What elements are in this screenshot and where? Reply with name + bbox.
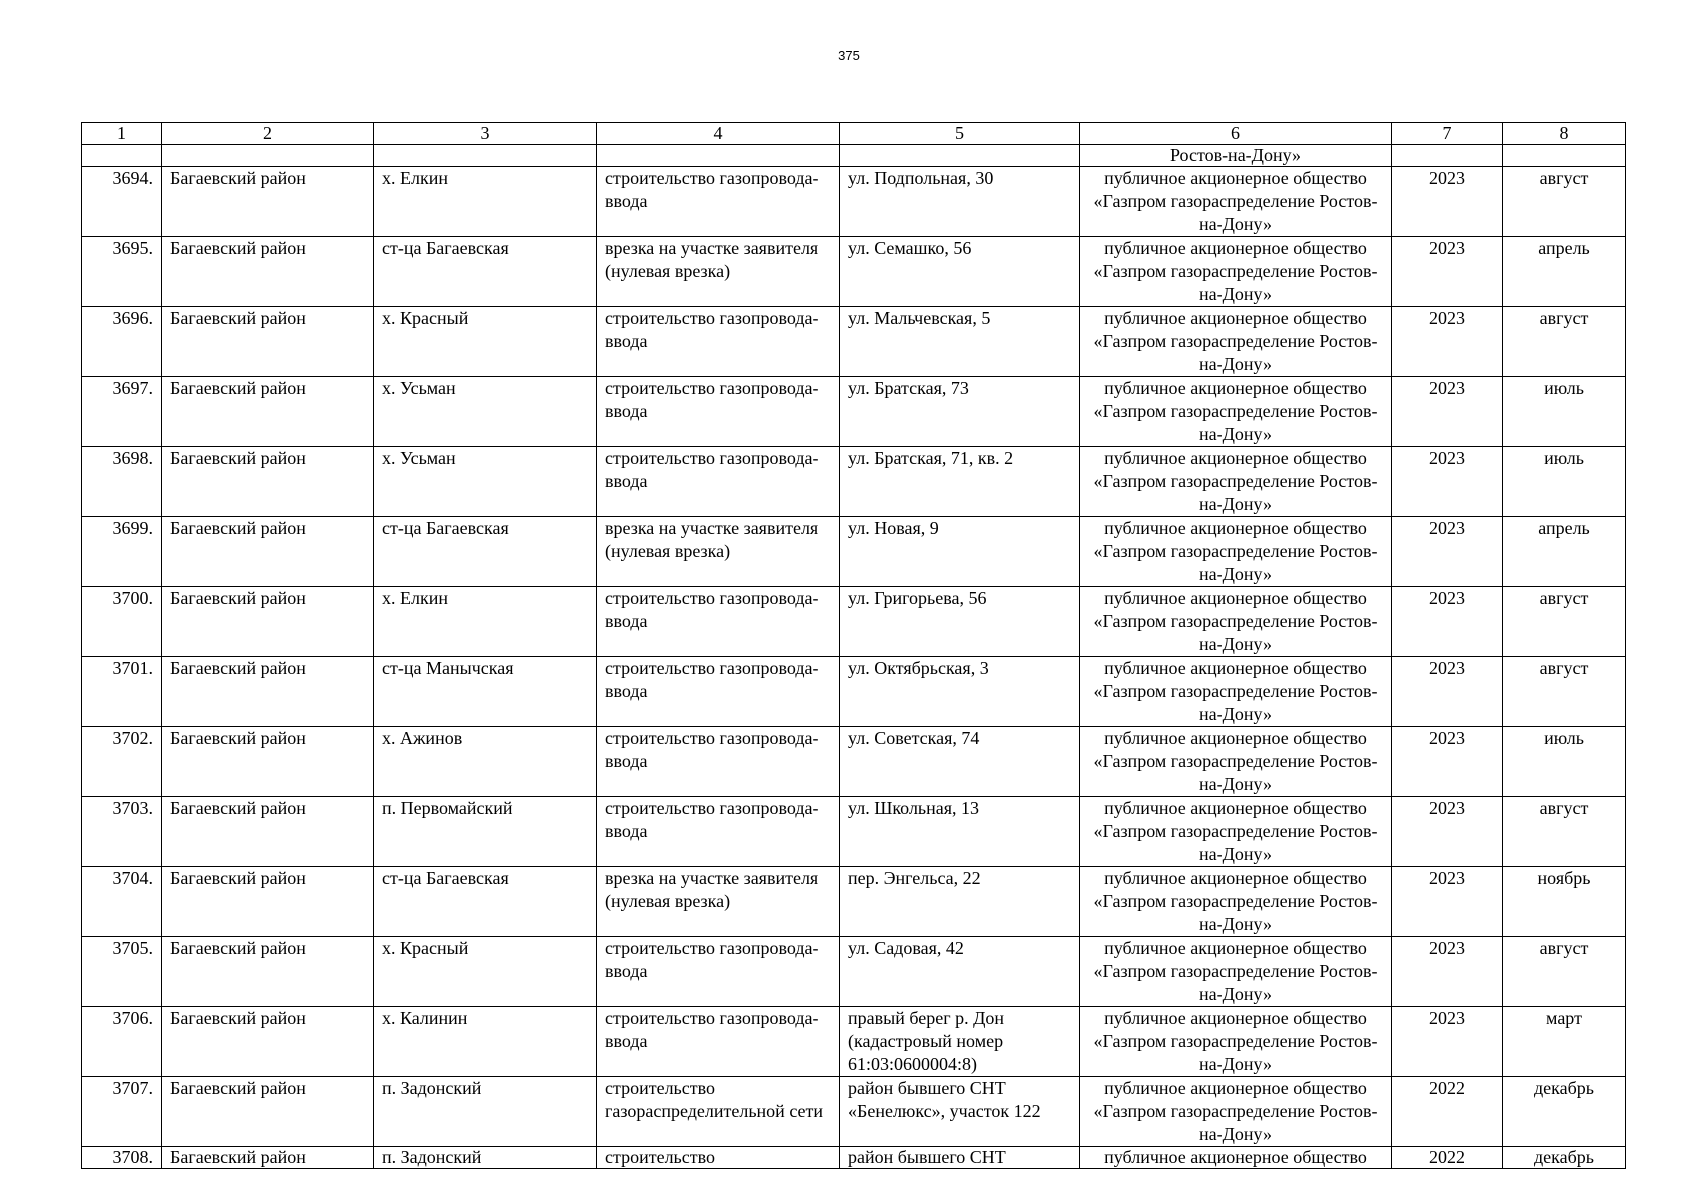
month-cell: [1503, 145, 1626, 167]
settlement-cell: х. Усьман: [374, 447, 597, 517]
year-cell: 2023: [1392, 517, 1503, 587]
month-cell: декабрь: [1503, 1147, 1626, 1169]
settlement-cell: п. Задонский: [374, 1077, 597, 1147]
table-body: [82, 145, 1626, 1169]
address-cell: ул. Григорьева, 56: [840, 587, 1080, 657]
district-cell: [162, 145, 374, 167]
month-cell: август: [1503, 937, 1626, 1007]
organization-cell: публичное акционерное общество «Газпром газораспределение Ростов-на-Дону»: [1080, 727, 1392, 797]
row-number-cell: 3698.: [82, 447, 162, 517]
address-cell: ул. Мальчевская, 5: [840, 307, 1080, 377]
address-cell: ул. Школьная, 13: [840, 797, 1080, 867]
settlement-cell: ст-ца Багаевская: [374, 867, 597, 937]
organization-cell: публичное акционерное общество: [1080, 1147, 1392, 1169]
month-cell: ноябрь: [1503, 867, 1626, 937]
organization-cell: публичное акционерное общество «Газпром газораспределение Ростов-на-Дону»: [1080, 797, 1392, 867]
address-cell: район бывшего СНТ: [840, 1147, 1080, 1169]
table-row: [82, 1077, 1626, 1147]
organization-cell: публичное акционерное общество «Газпром газораспределение Ростов-на-Дону»: [1080, 657, 1392, 727]
district-cell: Багаевский район: [162, 937, 374, 1007]
organization-cell: публичное акционерное общество «Газпром газораспределение Ростов-на-Дону»: [1080, 377, 1392, 447]
work-type-cell: строительство газопровода-ввода: [597, 1007, 840, 1077]
column-header: 8: [1503, 123, 1626, 145]
address-cell: ул. Садовая, 42: [840, 937, 1080, 1007]
district-cell: Багаевский район: [162, 1077, 374, 1147]
year-cell: 2023: [1392, 937, 1503, 1007]
row-number-cell: 3699.: [82, 517, 162, 587]
month-cell: декабрь: [1503, 1077, 1626, 1147]
work-type-cell: строительство газопровода-ввода: [597, 167, 840, 237]
continuation-row: [82, 145, 1626, 167]
column-header: 3: [374, 123, 597, 145]
address-cell: ул. Новая, 9: [840, 517, 1080, 587]
address-cell: ул. Семашко, 56: [840, 237, 1080, 307]
table-row: [82, 167, 1626, 237]
work-type-cell: строительство газопровода-ввода: [597, 587, 840, 657]
year-cell: 2023: [1392, 867, 1503, 937]
row-number-cell: 3701.: [82, 657, 162, 727]
work-type-cell: [597, 145, 840, 167]
district-cell: Багаевский район: [162, 727, 374, 797]
district-cell: Багаевский район: [162, 1147, 374, 1169]
settlement-cell: х. Елкин: [374, 587, 597, 657]
district-cell: Багаевский район: [162, 237, 374, 307]
settlement-cell: х. Ажинов: [374, 727, 597, 797]
address-cell: пер. Энгельса, 22: [840, 867, 1080, 937]
table-header: [82, 123, 1626, 145]
row-number-cell: 3702.: [82, 727, 162, 797]
row-number-cell: 3700.: [82, 587, 162, 657]
work-type-cell: строительство: [597, 1147, 840, 1169]
organization-cell: Ростов-на-Дону»: [1080, 145, 1392, 167]
table-row: [82, 517, 1626, 587]
settlement-cell: х. Елкин: [374, 167, 597, 237]
settlement-cell: п. Задонский: [374, 1147, 597, 1169]
column-header: 5: [840, 123, 1080, 145]
district-cell: Багаевский район: [162, 657, 374, 727]
work-type-cell: врезка на участке заявителя (нулевая врезка): [597, 517, 840, 587]
work-type-cell: строительство газораспределительной сети: [597, 1077, 840, 1147]
month-cell: август: [1503, 167, 1626, 237]
district-cell: Багаевский район: [162, 797, 374, 867]
page-number: 375: [838, 48, 860, 63]
year-cell: 2023: [1392, 307, 1503, 377]
district-cell: Багаевский район: [162, 517, 374, 587]
organization-cell: публичное акционерное общество «Газпром газораспределение Ростов-на-Дону»: [1080, 587, 1392, 657]
year-cell: [1392, 145, 1503, 167]
year-cell: 2023: [1392, 167, 1503, 237]
address-cell: ул. Советская, 74: [840, 727, 1080, 797]
organization-cell: публичное акционерное общество «Газпром газораспределение Ростов-на-Дону»: [1080, 937, 1392, 1007]
month-cell: август: [1503, 307, 1626, 377]
month-cell: апрель: [1503, 517, 1626, 587]
row-number-cell: [82, 145, 162, 167]
month-cell: апрель: [1503, 237, 1626, 307]
work-type-cell: строительство газопровода-ввода: [597, 727, 840, 797]
district-cell: Багаевский район: [162, 587, 374, 657]
row-number-cell: 3694.: [82, 167, 162, 237]
district-cell: Багаевский район: [162, 377, 374, 447]
work-type-cell: строительство газопровода-ввода: [597, 937, 840, 1007]
table-row: [82, 1007, 1626, 1077]
year-cell: 2023: [1392, 1007, 1503, 1077]
column-header: 7: [1392, 123, 1503, 145]
organization-cell: публичное акционерное общество «Газпром газораспределение Ростов-на-Дону»: [1080, 1077, 1392, 1147]
registry-table: [81, 122, 1626, 1169]
year-cell: 2023: [1392, 657, 1503, 727]
month-cell: июль: [1503, 447, 1626, 517]
row-number-cell: 3697.: [82, 377, 162, 447]
settlement-cell: п. Первомайский: [374, 797, 597, 867]
district-cell: Багаевский район: [162, 447, 374, 517]
district-cell: Багаевский район: [162, 307, 374, 377]
work-type-cell: строительство газопровода-ввода: [597, 307, 840, 377]
district-cell: Багаевский район: [162, 167, 374, 237]
district-cell: Багаевский район: [162, 867, 374, 937]
table-row: [82, 797, 1626, 867]
month-cell: март: [1503, 1007, 1626, 1077]
settlement-cell: [374, 145, 597, 167]
work-type-cell: врезка на участке заявителя (нулевая врезка): [597, 237, 840, 307]
row-number-cell: 3695.: [82, 237, 162, 307]
organization-cell: публичное акционерное общество «Газпром газораспределение Ростов-на-Дону»: [1080, 867, 1392, 937]
month-cell: июль: [1503, 727, 1626, 797]
row-number-cell: 3703.: [82, 797, 162, 867]
row-number-cell: 3705.: [82, 937, 162, 1007]
settlement-cell: ст-ца Манычская: [374, 657, 597, 727]
table-row: [82, 237, 1626, 307]
organization-cell: публичное акционерное общество «Газпром газораспределение Ростов-на-Дону»: [1080, 167, 1392, 237]
row-number-cell: 3708.: [82, 1147, 162, 1169]
address-cell: [840, 145, 1080, 167]
organization-cell: публичное акционерное общество «Газпром газораспределение Ростов-на-Дону»: [1080, 447, 1392, 517]
month-cell: август: [1503, 657, 1626, 727]
work-type-cell: строительство газопровода-ввода: [597, 657, 840, 727]
settlement-cell: ст-ца Багаевская: [374, 517, 597, 587]
table-row: [82, 937, 1626, 1007]
column-header: 1: [82, 123, 162, 145]
year-cell: 2023: [1392, 237, 1503, 307]
month-cell: август: [1503, 797, 1626, 867]
work-type-cell: строительство газопровода-ввода: [597, 797, 840, 867]
row-number-cell: 3706.: [82, 1007, 162, 1077]
row-number-cell: 3707.: [82, 1077, 162, 1147]
address-cell: ул. Братская, 71, кв. 2: [840, 447, 1080, 517]
table-row: [82, 307, 1626, 377]
work-type-cell: строительство газопровода-ввода: [597, 447, 840, 517]
settlement-cell: х. Красный: [374, 937, 597, 1007]
month-cell: август: [1503, 587, 1626, 657]
table-row: [82, 587, 1626, 657]
year-cell: 2023: [1392, 727, 1503, 797]
year-cell: 2023: [1392, 797, 1503, 867]
district-cell: Багаевский район: [162, 1007, 374, 1077]
table-row: [82, 377, 1626, 447]
settlement-cell: х. Усьман: [374, 377, 597, 447]
organization-cell: публичное акционерное общество «Газпром газораспределение Ростов-на-Дону»: [1080, 237, 1392, 307]
table-row: [82, 727, 1626, 797]
table-row: [82, 867, 1626, 937]
work-type-cell: строительство газопровода-ввода: [597, 377, 840, 447]
year-cell: 2022: [1392, 1147, 1503, 1169]
year-cell: 2023: [1392, 377, 1503, 447]
year-cell: 2022: [1392, 1077, 1503, 1147]
address-cell: ул. Подпольная, 30: [840, 167, 1080, 237]
row-number-cell: 3704.: [82, 867, 162, 937]
settlement-cell: х. Калинин: [374, 1007, 597, 1077]
table-row: [82, 1147, 1626, 1169]
column-header: 6: [1080, 123, 1392, 145]
address-cell: район бывшего СНТ «Бенелюкс», участок 122: [840, 1077, 1080, 1147]
month-cell: июль: [1503, 377, 1626, 447]
year-cell: 2023: [1392, 447, 1503, 517]
header-row: [82, 123, 1626, 145]
organization-cell: публичное акционерное общество «Газпром газораспределение Ростов-на-Дону»: [1080, 307, 1392, 377]
table-row: [82, 657, 1626, 727]
address-cell: ул. Братская, 73: [840, 377, 1080, 447]
organization-cell: публичное акционерное общество «Газпром газораспределение Ростов-на-Дону»: [1080, 1007, 1392, 1077]
column-header: 4: [597, 123, 840, 145]
address-cell: ул. Октябрьская, 3: [840, 657, 1080, 727]
column-header: 2: [162, 123, 374, 145]
year-cell: 2023: [1392, 587, 1503, 657]
settlement-cell: ст-ца Багаевская: [374, 237, 597, 307]
table-row: [82, 447, 1626, 517]
organization-cell: публичное акционерное общество «Газпром газораспределение Ростов-на-Дону»: [1080, 517, 1392, 587]
row-number-cell: 3696.: [82, 307, 162, 377]
settlement-cell: х. Красный: [374, 307, 597, 377]
address-cell: правый берег р. Дон (кадастровый номер 61:03:0600004:8): [840, 1007, 1080, 1077]
work-type-cell: врезка на участке заявителя (нулевая врезка): [597, 867, 840, 937]
